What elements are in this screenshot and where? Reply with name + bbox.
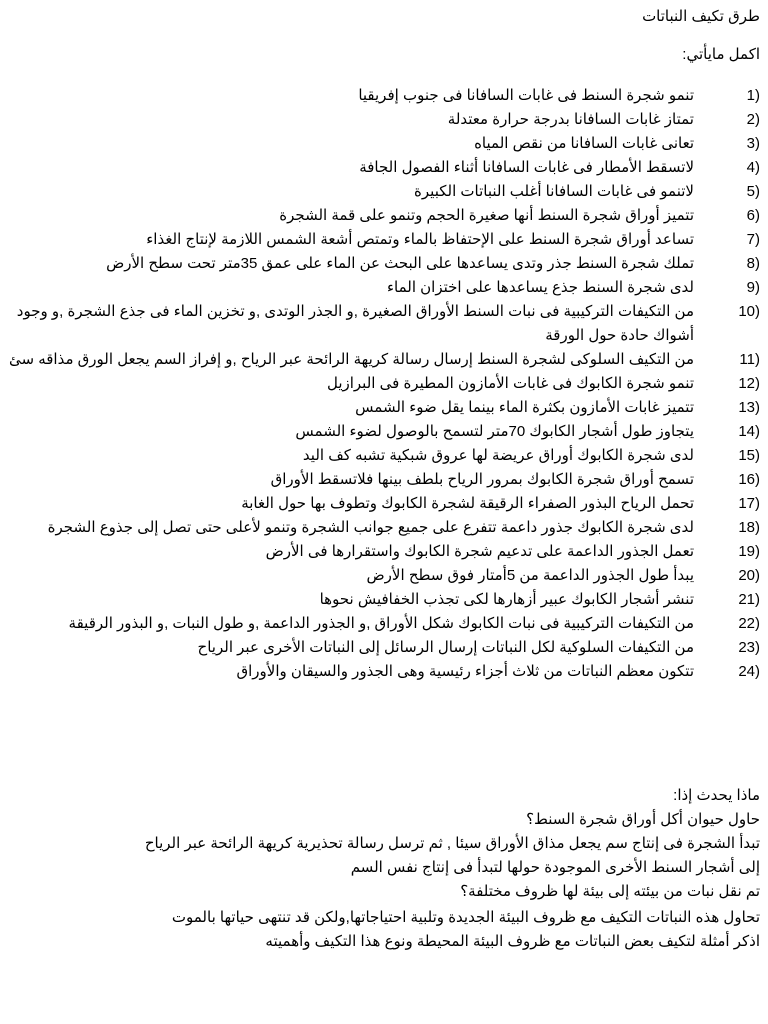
item-text: تنشر أشجار الكابوك عبير أزهارها لكى تجذب الخفافيش نحوها (319, 591, 694, 608)
item-number: 11) (739, 351, 760, 368)
item-text: تتميز أوراق شجرة السنط أنها صغيرة الحجم وتنمو على قمة الشجرة (279, 207, 694, 224)
item-text: من التكيف السلوكى لشجرة السنط إرسال رسالة كريهة الرائحة عبر الرياح ,و إفراز السم يجعل الورق مذاقه سئ (8, 351, 694, 368)
list-item (0, 156, 760, 180)
item-text: تحمل الرياح البذور الصفراء الرقيقة لشجرة الكابوك وتطوف بها حول الغابة (241, 495, 694, 512)
item-text: تتكون معظم النباتات من ثلاث أجزاء رئيسية وهى الجذور والسيقان والأوراق (236, 663, 694, 680)
item-number: 21) (738, 591, 760, 608)
item-text: تنمو شجرة الكابوك فى غابات الأمازون المطيرة فى البرازيل (326, 375, 694, 392)
list-item (0, 276, 760, 300)
item-text: لدى شجرة السنط جذع يساعدها على اختزان الماء (386, 279, 694, 296)
question-text: تم نقل نبات من بيئته إلى بيئة لها ظروف مختلفة؟ (460, 883, 760, 900)
item-text: من التكيفات التركيبية فى نبات الكابوك شكل الأوراق ,و الجذور الداعمة ,و طول النبات ,و البذور الرقيقة (68, 615, 694, 632)
answer-text: إلى أشجار السنط الأخرى الموجودة حولها لتبدأ فى إنتاج نفس السم (350, 859, 760, 876)
list-item (0, 636, 760, 660)
list-item (0, 396, 760, 420)
item-text: تساعد أوراق شجرة السنط على الإحتفاظ بالماء وتمتص أشعة الشمس اللازمة لإنتاج الغذاء (146, 231, 694, 248)
numbered-list (0, 84, 760, 684)
list-item (0, 492, 760, 516)
item-number: 5) (746, 183, 760, 200)
item-text: تسمح أوراق شجرة الكابوك بمرور الرياح بلطف بينها فلاتسقط الأوراق (270, 471, 694, 488)
item-number: 2) (746, 111, 760, 128)
list-item (0, 660, 760, 684)
item-number: 3) (746, 135, 760, 152)
item-text: تملك شجرة السنط جذر وتدى يساعدها على البحث عن الماء على عمق 35متر تحت سطح الأرض (106, 255, 694, 272)
list-item (0, 84, 760, 108)
item-number: 8) (746, 255, 760, 272)
item-number: 20) (738, 567, 760, 584)
item-number: 22) (738, 615, 760, 632)
list-item (0, 612, 760, 636)
item-text: يبدأ طول الجذور الداعمة من 5أمتار فوق سطح الأرض (366, 567, 694, 584)
item-text: لاتنمو فى غابات السافانا أغلب النباتات الكبيرة (414, 183, 694, 200)
list-item (0, 372, 760, 396)
question-text: حاول حيوان أكل أوراق شجرة السنط؟ (526, 811, 760, 828)
item-number: 16) (738, 471, 760, 488)
item-number: 17) (738, 495, 760, 512)
item-number: 24) (738, 663, 760, 680)
item-number: 15) (738, 447, 760, 464)
list-item (0, 252, 760, 276)
item-number: 9) (746, 279, 760, 296)
list-item (0, 204, 760, 228)
item-text: من التكيفات السلوكية لكل النباتات إرسال الرسائل إلى النباتات الأخرى عبر الرياح (197, 639, 694, 656)
list-item (0, 108, 760, 132)
list-item (0, 468, 760, 492)
intro-text: اكمل مايأتي: (682, 46, 760, 63)
item-text: لدى شجرة الكابوك جذور داعمة تتفرع على جميع جوانب الشجرة وتنمو لأعلى حتى تصل إلى جذوع الشجرة (47, 519, 694, 536)
list-item (0, 444, 760, 468)
item-text: لدى شجرة الكابوك أوراق عريضة لها عروق شبكية تشبه كف اليد (302, 447, 694, 464)
item-number: 14) (738, 423, 760, 440)
instruction-text: اذكر أمثلة لتكيف بعض النباتات مع ظروف البيئة المحيطة ونوع هذا التكيف وأهميته (265, 933, 760, 950)
item-number: 18) (738, 519, 760, 536)
list-item (0, 420, 760, 444)
item-text: من التكيفات التركيبية فى نبات السنط الأوراق الصغيرة ,و الجذر الوتدى ,و تخزين الماء فى جذع الشجرة ,و وجود أشواك حادة حول الورقة (16, 303, 694, 344)
list-item (0, 228, 760, 252)
list-item (0, 540, 760, 564)
item-text: تمتاز غابات السافانا بدرجة حرارة معتدلة (447, 111, 694, 128)
item-text: لاتسقط الأمطار فى غابات السافانا أثناء الفصول الجافة (359, 159, 694, 176)
item-number: 4) (746, 159, 760, 176)
list-item (0, 348, 760, 372)
item-number: 10) (738, 303, 760, 320)
answer-text: تبدأ الشجرة فى إنتاج سم يجعل مذاق الأوراق سيئا , ثم ترسل رسالة تحذيرية كريهة الرائحة عبر الرياح (144, 835, 760, 852)
item-text: تعمل الجذور الداعمة على تدعيم شجرة الكابوك واستقرارها فى الأرض (265, 543, 694, 560)
item-number: 13) (738, 399, 760, 416)
page-title: طرق تكيف النباتات (642, 8, 760, 25)
list-item (0, 180, 760, 204)
item-number: 23) (738, 639, 760, 656)
list-item (0, 132, 760, 156)
list-item (0, 300, 760, 348)
item-number: 6) (746, 207, 760, 224)
item-text: تتميز غابات الأمازون بكثرة الماء بينما يقل ضوء الشمس (355, 399, 694, 416)
answer-text: تحاول هذه النباتات التكيف مع ظروف البيئة الجديدة وتلبية احتياجاتها,ولكن قد تنتهى حياتها بالموت (171, 909, 760, 926)
item-number: 7) (746, 231, 760, 248)
list-item (0, 588, 760, 612)
item-number: 19) (738, 543, 760, 560)
item-number: 1) (746, 87, 760, 104)
item-text: تعانى غابات السافانا من نقص المياه (474, 135, 694, 152)
list-item (0, 564, 760, 588)
list-item (0, 516, 760, 540)
item-text: يتجاوز طول أشجار الكابوك 70متر لتسمح بالوصول لضوء الشمس (295, 423, 694, 440)
section-heading: ماذا يحدث إذا: (673, 787, 760, 804)
item-number: 12) (738, 375, 760, 392)
item-text: تنمو شجرة السنط فى غابات السافانا فى جنوب إفريقيا (358, 87, 694, 104)
